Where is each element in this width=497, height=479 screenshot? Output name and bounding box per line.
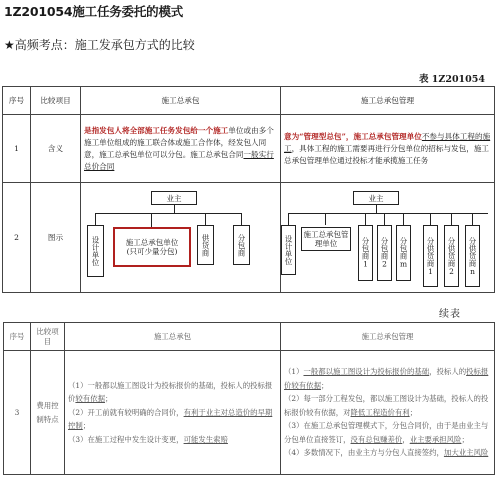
gc-point-text: ； xyxy=(104,394,113,404)
connector-line xyxy=(241,213,242,225)
subcontractor-box: 分包商m xyxy=(396,225,411,281)
connector-line xyxy=(376,205,377,213)
gcm-point-1 xyxy=(284,365,491,392)
gcm-point-underline: 降低工程造价有利 xyxy=(350,407,410,417)
page-title: 1Z201054施工任务委托的模式 xyxy=(4,4,184,19)
gc-point-text: （2）开工前就有较明确的合同价， xyxy=(68,407,184,417)
header-no: 序号 xyxy=(4,323,31,351)
sub-supplier-box: 分供货商2 xyxy=(444,225,459,287)
gcm-unit-box: 施工总承包管理单位 xyxy=(301,227,351,251)
gc-point-1 xyxy=(68,379,277,406)
table-header-row xyxy=(4,323,495,351)
gc-definition xyxy=(81,115,281,183)
owner-box: 业主 xyxy=(151,191,197,205)
comparison-table-continued xyxy=(3,322,495,475)
design-unit-box: 设计单位 xyxy=(87,225,104,277)
header-gcm: 施工总承包管理 xyxy=(281,323,495,351)
row-number: 1 xyxy=(3,115,31,183)
gcm-definition-highlight: 意为“管理型总包”，施工总承包管理单位 xyxy=(284,131,422,141)
header-gc: 施工总承包 xyxy=(81,87,281,115)
gcm-point-text: ； xyxy=(461,434,469,444)
header-gc: 施工总承包 xyxy=(65,323,281,351)
connector-line xyxy=(151,213,152,227)
gc-point-underline: 较有依据 xyxy=(75,394,105,404)
table-header-row xyxy=(3,87,495,115)
design-unit-box: 设计单位 xyxy=(281,225,296,275)
gc-definition-underline: 一般实行总价合同 xyxy=(84,149,274,171)
table-row xyxy=(3,115,495,183)
gcm-point-text: （1） xyxy=(284,367,304,377)
gc-cost-control xyxy=(65,351,281,475)
connector-line xyxy=(365,213,366,225)
sub-supplier-box: 分供货商1 xyxy=(423,225,438,287)
connector-line xyxy=(95,213,241,214)
row-number: 3 xyxy=(4,351,31,475)
gcm-definition-text: ，具体工程的施工需要再进行分包单位的招标与发包，施工总承包管理单位通过投标才能承揽施工任务 xyxy=(284,143,490,165)
gc-diagram xyxy=(81,183,281,293)
gcm-point-underline: 业主要承担风险 xyxy=(409,434,462,444)
gc-unit-note: (只可少量分包) xyxy=(126,247,178,256)
gcm-diagram xyxy=(281,183,495,293)
gcm-point-text: （4）多数情况下，由业主方与分包人直接签约， xyxy=(284,448,444,458)
gc-definition-text: 单位或由多个施工单位组成的施工联合体或施工合作体，经发包人同意，施工总承包单位可以分包。施工总承包合同 xyxy=(84,125,274,159)
table-number: 表 1Z201054 xyxy=(418,74,485,85)
gc-point-2 xyxy=(68,406,277,433)
gcm-point-4 xyxy=(284,446,491,460)
connector-line xyxy=(325,213,326,225)
table-row xyxy=(3,183,495,293)
connector-line xyxy=(95,213,96,225)
gcm-definition xyxy=(281,115,495,183)
gc-point-3 xyxy=(68,433,277,447)
gcm-point-text: （2）每一部分工程发包，都以施工图设计为基础，投标人的投标报价较有依据，对 xyxy=(284,394,489,417)
comparison-table xyxy=(2,86,495,293)
gc-unit-label: 施工总承包单位 xyxy=(125,238,179,247)
connector-line xyxy=(384,213,385,225)
connector-line xyxy=(288,213,289,225)
page-subtitle: ★高频考点：施工发承包方式的比较 xyxy=(4,38,195,52)
gcm-point-underline: 一般都以施工图设计为投标报价的基础 xyxy=(303,367,430,377)
header-no: 序号 xyxy=(3,87,31,115)
gcm-point-text: ； xyxy=(409,407,418,417)
gc-unit-box xyxy=(113,227,191,267)
gcm-point-text: ， xyxy=(402,434,410,444)
header-item: 比较项目 xyxy=(31,87,81,115)
header-item: 比较项目 xyxy=(31,323,65,351)
gc-point-text: （1）一般都以施工图设计为投标报价的基础，投标人的投标报价 xyxy=(68,380,273,404)
subcontractor-box: 分包商 xyxy=(233,225,250,265)
gc-point-text: （3）在施工过程中发生设计变更， xyxy=(68,434,184,444)
gcm-point-text: ，投标人的 xyxy=(429,367,467,377)
row-number: 2 xyxy=(3,183,31,293)
connector-line xyxy=(205,213,206,225)
owner-box: 业主 xyxy=(353,191,399,205)
gcm-point-text: （3）在施工总承包管理模式下，分包合同价，由于是由业主与分包单位直接签订， xyxy=(284,421,489,444)
gcm-point-underline: 没有总包赚差价 xyxy=(350,434,403,444)
gcm-point-3 xyxy=(284,419,491,446)
row-item: 图示 xyxy=(31,183,81,293)
gc-point-underline: 有利于业主对总造价的早期控制 xyxy=(68,407,273,431)
connector-line xyxy=(288,213,488,214)
subcontractor-box: 分包商1 xyxy=(358,225,373,281)
header-gcm: 施工总承包管理 xyxy=(281,87,495,115)
connector-line xyxy=(430,213,431,225)
gc-point-text: ； xyxy=(82,421,91,431)
gcm-cost-control xyxy=(281,351,495,475)
table-row xyxy=(4,351,495,475)
row-item: 含义 xyxy=(31,115,81,183)
gc-point-underline: 可能发生索赔 xyxy=(183,434,228,444)
supplier-box: 供货商 xyxy=(197,225,214,265)
gcm-point-underline: 投标报价较有依据 xyxy=(284,367,489,390)
gcm-point-underline: 加大业主风险 xyxy=(443,448,489,458)
sub-supplier-box: 分供货商n xyxy=(465,225,480,287)
connector-line xyxy=(403,213,404,225)
connector-line xyxy=(174,205,175,213)
gcm-point-2 xyxy=(284,392,491,419)
connector-line xyxy=(451,213,452,225)
gc-definition-highlight: 是指发包人将全部施工任务发包给一个施工 xyxy=(84,125,229,135)
continued-label: 续表 xyxy=(439,309,461,320)
row-item: 费用控制特点 xyxy=(31,351,65,475)
connector-line xyxy=(472,213,473,225)
gcm-definition-underline: 不参与具体工程的施工 xyxy=(284,131,491,153)
subcontractor-box: 分包商2 xyxy=(377,225,392,281)
gcm-point-text: ； xyxy=(320,380,329,390)
